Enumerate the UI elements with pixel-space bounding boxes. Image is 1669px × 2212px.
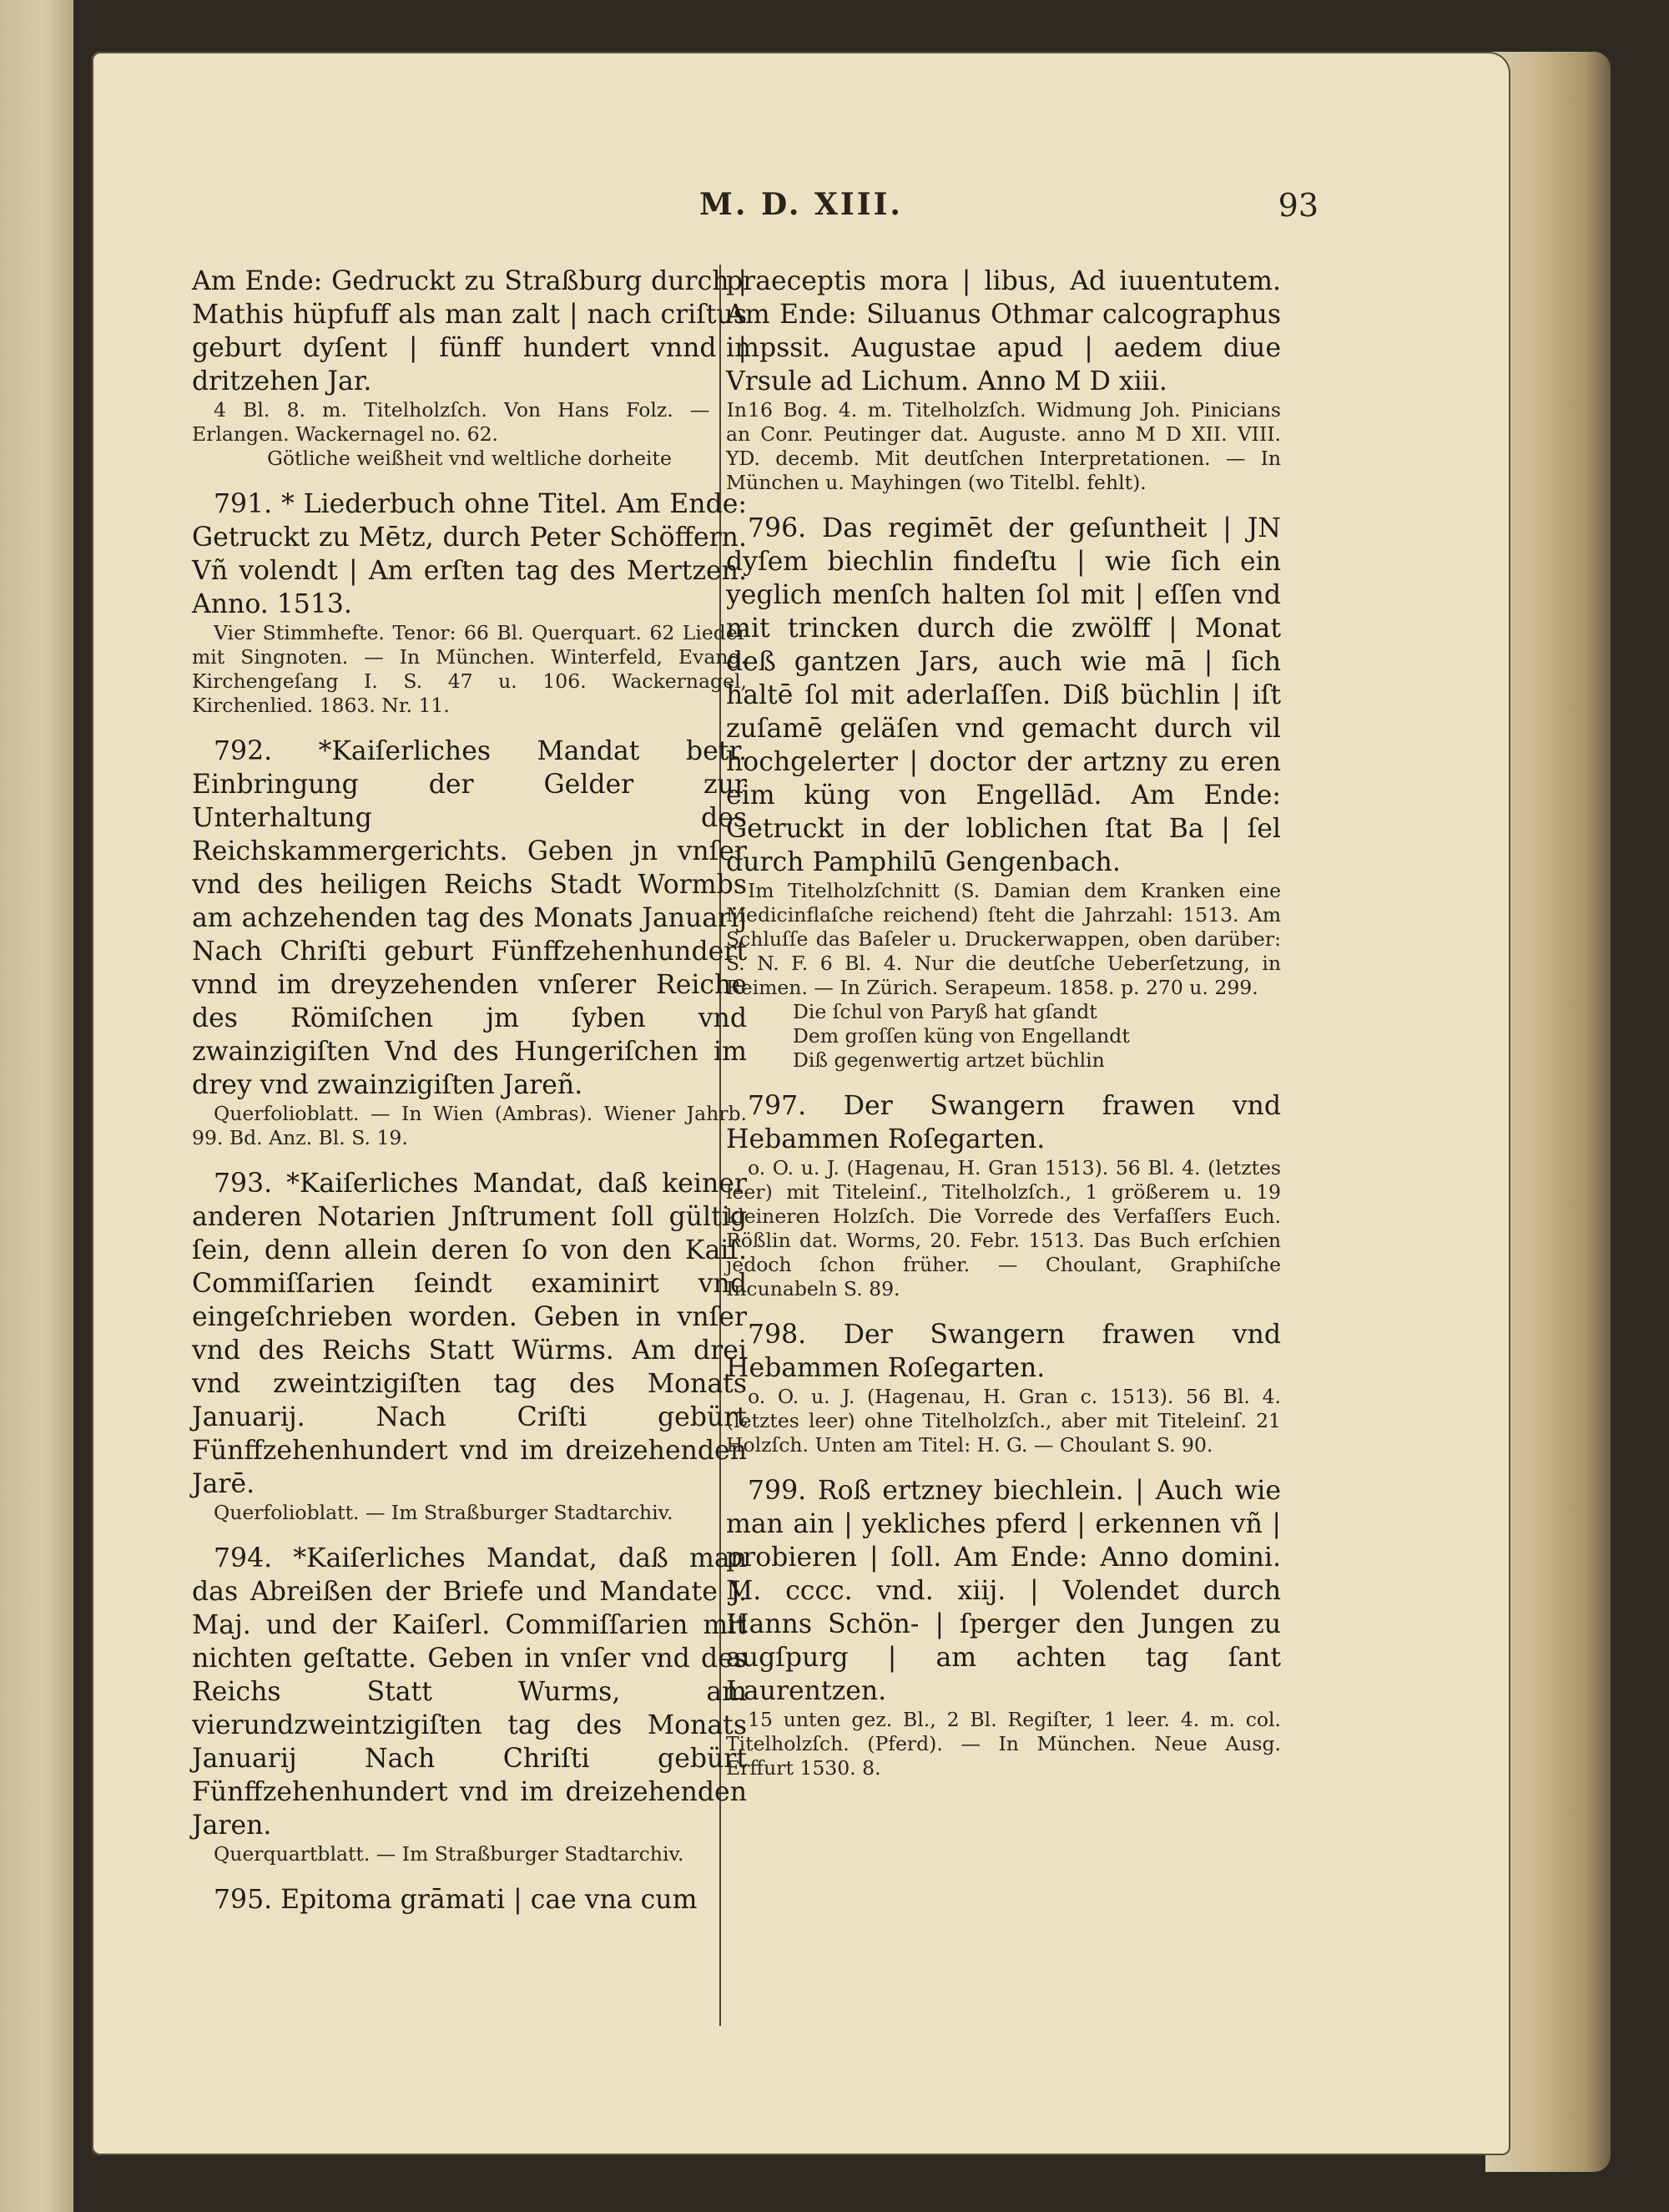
running-title: M. D. XIII. xyxy=(699,187,903,222)
entry-791 xyxy=(192,487,747,718)
entry-note: 15 unten gez. Bl., 2 Bl. Regiſter, 1 leer. 4. m. col. Titelholzſch. (Pferd). — In München. Neue Ausg. Erffurt 1530. 8. xyxy=(726,1708,1281,1780)
entry-fragment xyxy=(192,265,747,471)
verse-line: Diß gegenwertig artzet büchlin xyxy=(793,1048,1105,1072)
book-page xyxy=(92,52,1510,2155)
entry-note: Querfolioblatt. — Im Straßburger Stadtarchiv. xyxy=(214,1501,673,1524)
entry-text: 798. Der Swangern frawen vnd Hebammen Roſegarten. xyxy=(726,1320,1281,1383)
page-number: 93 xyxy=(1278,187,1319,224)
entry-text: 799. Roß ertzney biechlein. | Auch wie man ain | yekliches pferd | erkennen vñ | probieren | ſoll. Am Ende: Anno domini. M. cccc. vnd. xiij. | Volendet durch Hanns Schön- | ſperger den Jungen zu augſpurg | am achten tag ſant Laurentzen. xyxy=(726,1476,1281,1706)
page-header xyxy=(92,187,1510,237)
entry-796 xyxy=(726,512,1281,1073)
entry-text: 797. Der Swangern frawen vnd Hebammen Roſegarten. xyxy=(726,1091,1281,1154)
entry-797 xyxy=(726,1089,1281,1301)
entry-note: o. O. u. J. (Hagenau, H. Gran c. 1513). 56 Bl. 4. (letztes leer) ohne Titelholzſch., aber mit Titeleinſ. 21 Holzſch. Unten am Titel: H. G. — Choulant S. 90. xyxy=(726,1385,1281,1457)
entry-text: 792. *Kaiſerliches Mandat betr. Einbringung der Gelder zur Unterhaltung des Reichskammergerichts. Geben jn vnſer vnd des heiligen Reichs Stadt Wormbs am achzehenden tag des Monats Januarij Nach Chriſti geburt Fünffzehenhundert vnnd im dreyzehenden vnſerer Reiche des Römiſchen jm ſyben vnd zwainzigiſten Vnd des Hungeriſchen im drey vnd zwainzigiſten Jareñ. xyxy=(192,736,747,1100)
adjacent-page-edge xyxy=(0,0,73,2212)
entry-798 xyxy=(726,1318,1281,1457)
entry-note: Vier Stimmhefte. Tenor: 66 Bl. Querquart. 62 Lieder mit Singnoten. — In München. Winterfeld, Evang. Kirchengeſang I. S. 47 u. 106. Wackernagel, Kirchenlied. 1863. Nr. 11. xyxy=(192,621,747,717)
entry-note: Götliche weißheit vnd weltliche dorheite xyxy=(267,447,672,470)
entry-795-continued xyxy=(726,265,1281,495)
entry-794 xyxy=(192,1542,747,1866)
entry-text: 795. Epitoma grāmati | cae vna cum xyxy=(214,1885,698,1915)
entry-note: Im Titelholzſchnitt (S. Damian dem Kranken eine Medicinflaſche reichend) ſteht die Jahrzahl: 1513. Am Schluſſe das Baſeler u. Druckerwappen, oben darüber: S. N. F. 6 Bl. 4. Nur die deutſche Ueberſetzung, in Reimen. — In Zürich. Serapeum. 1858. p. 270 u. 299. xyxy=(726,879,1281,999)
entry-795 xyxy=(192,1883,747,1917)
left-column xyxy=(192,265,747,1917)
entry-text: 791. * Liederbuch ohne Titel. Am Ende: Getruckt zu Mētz, durch Peter Schöffern. Vñ volendt | Am erſten tag des Mertzen. Anno. 1513. xyxy=(192,489,747,619)
entry-text: 794. *Kaiſerliches Mandat, daß man das Abreißen der Briefe und Mandate J. Maj. und der Kaiſerl. Commiſſarien mit nichten geſtatte. Geben in vnſer vnd des Reichs Statt Wurms, am vierundzweintzigiſten tag des Monats Januarij Nach Chriſti gebürt Fünffzehenhundert vnd im dreizehenden Jaren. xyxy=(192,1543,747,1841)
entry-note: o. O. u. J. (Hagenau, H. Gran 1513). 56 Bl. 4. (letztes leer) mit Titeleinſ., Titelholzſch., 1 größerem u. 19 kleineren Holzſch. Die Vorrede des Verfaſſers Euch. Rößlin dat. Worms, 20. Febr. 1513. Das Buch erſchien jedoch ſchon früher. — Choulant, Graphiſche Incunabeln S. 89. xyxy=(726,1156,1281,1300)
entry-799 xyxy=(726,1474,1281,1780)
verse-line: Die ſchul von Paryß hat gſandt xyxy=(793,1000,1097,1023)
verse-line: Dem groſſen küng von Engellandt xyxy=(793,1024,1130,1048)
entry-text: 793. *Kaiſerliches Mandat, daß keiner anderen Notarien Jnſtrument ſoll gültig ſein, denn allein deren ſo von den Kaiſ. Commiſſarien ſeindt examinirt vnd eingeſchrieben worden. Geben in vnſer vnd des Reichs Statt Würms. Am drei vnd zweintzigiſten tag des Monats Januarij. Nach Criſti gebürt Fünffzehenhundert vnd im dreizehenden Jarē. xyxy=(192,1169,747,1499)
right-column xyxy=(726,265,1281,1780)
entry-text: Am Ende: Gedruckt zu Straßburg durch | Mathis hüpfuff als man zalt | nach criſtus geburt dyſent | fünff hundert vnnd | dritzehen Jar. xyxy=(192,266,747,396)
entry-793 xyxy=(192,1167,747,1525)
entry-792 xyxy=(192,735,747,1150)
entry-text: 796. Das regimēt der geſuntheit | JN dyſem biechlin findeſtu | wie ſich ein yeglich menſch halten ſol mit | eſſen vnd mit trincken durch die zwölff | Monat deß gantzen Jars, auch wie mā | ſich haltē ſol mit aderlaſſen. Diß büchlin | iſt zuſamē geläſen vnd gemacht durch vil hochgelerter | doctor der artzny zu eren eim küng von Engellād. Am Ende: Getruckt in der loblichen ſtat Ba | ſel durch Pamphilū Gengenbach. xyxy=(726,513,1281,877)
entry-note: 4 Bl. 8. m. Titelholzſch. Von Hans Folz. — In Erlangen. Wackernagel no. 62. xyxy=(192,398,747,446)
entry-note: Querfolioblatt. — In Wien (Ambras). Wiener Jahrb. 99. Bd. Anz. Bl. S. 19. xyxy=(192,1102,747,1149)
entry-note: 16 Bog. 4. m. Titelholzſch. Widmung Joh. Pinicians an Conr. Peutinger dat. Auguste. anno M D XII. VIII. YD. decemb. Mit deutſchen Interpretationen. — In München u. Mayhingen (wo Titelbl. fehlt). xyxy=(726,398,1281,494)
entry-text: praeceptis mora | libus, Ad iuuentutem. Am Ende: Siluanus Othmar calcographus impssit. Augustae apud | aedem diue Vrsule ad Lichum. Anno M D xiii. xyxy=(726,266,1281,396)
entry-note: Querquartblatt. — Im Straßburger Stadtarchiv. xyxy=(214,1842,684,1866)
